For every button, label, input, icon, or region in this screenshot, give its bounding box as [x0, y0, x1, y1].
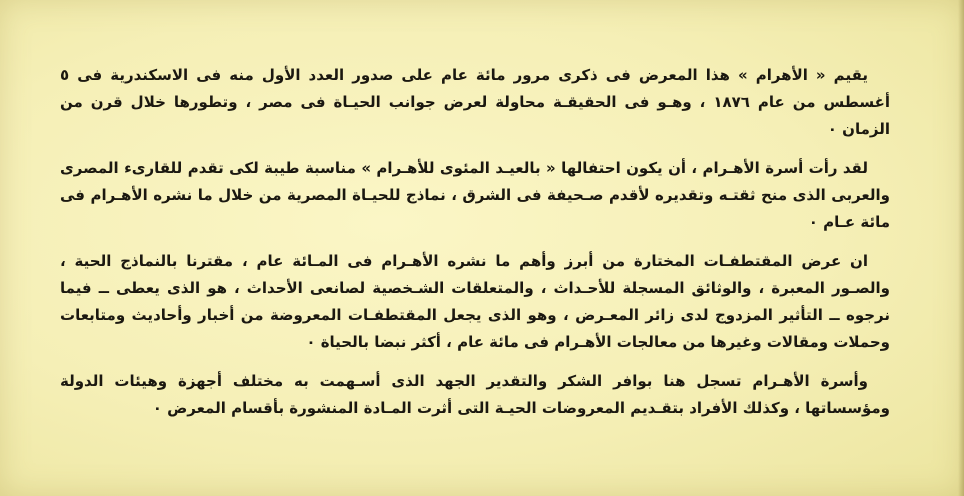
paragraph-intro: يقيم « الأهرام » هذا المعرض فى ذكرى مرور مائة عام على صدور العدد الأول منه فى الاسكندرية فى ٥ أغسطس من عام ١٨٧٦ ، وهـو فى الحقيقـة محاولة لعرض جوانب الحيـاة فى مصر ، وتطورها خلال قرن من الزمان ٠ — [60, 66, 890, 138]
paragraph-exhibits: ان عرض المقتطفـات المختارة من أبرز وأهم ما نشره الأهـرام فى المـائة عام ، مقترنا بالنماذج الحية ، والصـور المعبرة ، والوثائق المسجلة للأحـداث ، والمتعلقات الشـخصية لصانعى الأحداث ، هو الذى يعطى ــ فيما نرجوه ــ التأثير المزدوج لدى زائر المعـرض ، وهو الذى يجعل المقتطفـات المعروضة من أخبار وأحاديث ومتابعات وحملات ومقالات وغيرها من معالجات الأهـرام فى مائة عام ، أكثر نبضا بالحياة ٠ — [60, 252, 890, 351]
paragraph-celebration: لقد رأت أسرة الأهـرام ، أن يكون احتفالها « بالعيـد المئوى للأهـرام » مناسبة طيبة لكى تقدم للقارىء المصرى والعربى الذى منح ثقتـه وتقديره لأقدم صـحيفة فى الشرق ، نماذج للحيـاة المصرية من خلال ما نشره الأهـرام فى مائة عـام ٠ — [60, 159, 890, 231]
document-body — [60, 62, 890, 434]
page-edge-shadow — [958, 0, 964, 496]
paragraph-thanks: وأسرة الأهـرام تسجل هنا بوافر الشكر والتقدير الجهد الذى أسـهمت به مختلف أجهزة وهيئات الدولة ومؤسساتها ، وكذلك الأفراد بتقـديم المعروضات الحيـة التى أثرت المـادة المنشورة بأقسام المعرض ٠ — [60, 372, 890, 417]
